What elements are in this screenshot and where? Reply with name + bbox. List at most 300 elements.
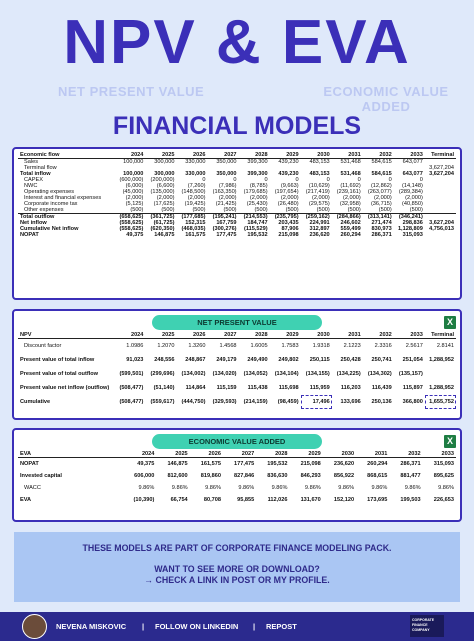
table-cell: 226,653 xyxy=(433,496,454,503)
table-cell: 115,159 xyxy=(216,384,237,391)
table-cell: 133,696 xyxy=(340,398,361,405)
table-cell: (29,575) xyxy=(308,201,330,207)
table-cell: (7,260) xyxy=(187,183,206,189)
table-cell: Interest and financial expenses xyxy=(24,195,102,201)
table-cell: 115,698 xyxy=(278,384,299,391)
table-cell: 146,875 xyxy=(167,460,188,467)
table-cell: 1,128,809 xyxy=(397,226,423,232)
table-cell: (6,600) xyxy=(156,183,175,189)
table-cell: (600,000) xyxy=(119,177,144,183)
table-cell: 9.86% xyxy=(205,484,221,491)
table-cell: 161,575 xyxy=(185,232,206,238)
table-cell: (134,225) xyxy=(336,370,361,377)
table-cell: 100,000 xyxy=(123,171,144,177)
table-cell: (599,501) xyxy=(119,370,144,377)
table-cell: (21,425) xyxy=(215,201,237,207)
table-cell: (259,162) xyxy=(301,214,332,221)
table-cell: (6,000) xyxy=(125,183,144,189)
header xyxy=(0,0,474,114)
table-cell: 399,300 xyxy=(247,171,268,177)
table-cell: (468,035) xyxy=(181,226,206,232)
table-cell: 836,630 xyxy=(267,472,288,479)
table-row xyxy=(18,232,456,238)
table-cell: Invested capital xyxy=(20,472,62,479)
column-header: 2031 xyxy=(356,451,389,458)
table-cell: 9.86% xyxy=(304,484,321,491)
table-cell: Cumulative xyxy=(20,398,51,405)
table-cell: (508,477) xyxy=(119,384,144,391)
npv-banner: NET PRESENT VALUE xyxy=(152,315,322,330)
column-header: 2032 xyxy=(363,332,394,339)
table-cell: 260,294 xyxy=(340,232,361,238)
table-cell: 330,000 xyxy=(185,171,206,177)
table-cell: 161,575 xyxy=(200,460,221,467)
table-cell: (14,148) xyxy=(401,183,423,189)
table-cell: 0 xyxy=(295,177,299,183)
table-cell: 298,836 xyxy=(402,220,423,226)
table-cell: (289,384) xyxy=(398,189,423,195)
table-cell: (235,795) xyxy=(270,214,301,221)
table-cell: 827,846 xyxy=(234,472,255,479)
table-cell: 9.86% xyxy=(238,484,255,491)
table-cell: 215,098 xyxy=(300,460,321,467)
npv-table xyxy=(18,332,456,409)
table-cell: 167,759 xyxy=(216,220,237,226)
table-cell: 286,371 xyxy=(371,232,392,238)
table-cell: (500) xyxy=(130,207,144,213)
table-cell: (7,986) xyxy=(218,183,237,189)
column-header: 2024 xyxy=(123,451,156,458)
table-cell: (239,161) xyxy=(336,189,361,195)
table-cell: (8,785) xyxy=(249,183,268,189)
table-cell: (134,020) xyxy=(212,370,237,377)
npv-panel xyxy=(12,309,462,420)
column-header: 2025 xyxy=(145,152,176,159)
table-cell: (217,419) xyxy=(305,189,330,195)
table-cell: 9.86% xyxy=(271,484,288,491)
table-cell: 0 xyxy=(357,177,361,183)
column-header: 2030 xyxy=(301,152,332,159)
table-cell: (134,002) xyxy=(181,370,206,377)
table-cell: 330,000 xyxy=(185,159,206,165)
table-cell: (444,750) xyxy=(181,398,206,405)
table-cell: (135,157) xyxy=(398,370,423,377)
table-cell: 100,000 xyxy=(123,159,144,165)
repost-link[interactable]: REPOST xyxy=(266,622,297,631)
table-cell: (263,077) xyxy=(367,189,392,195)
table-cell: (2,000) xyxy=(218,195,237,201)
table-cell: 584,615 xyxy=(371,171,392,177)
author-name: NEVENA MISKOVIC xyxy=(56,622,127,631)
table-cell: 1.9318 xyxy=(312,342,330,349)
table-row xyxy=(18,395,456,409)
table-cell: (19,425) xyxy=(184,201,206,207)
table-cell: 9.86% xyxy=(138,484,155,491)
table-cell: 116,203 xyxy=(340,384,361,391)
table-cell: 9.86% xyxy=(171,484,188,491)
table-cell: (134,104) xyxy=(274,370,299,377)
table-cell: 203,435 xyxy=(278,220,299,226)
table-cell: 0 xyxy=(233,177,237,183)
table-cell: EVA xyxy=(20,496,32,503)
eva-banner: ECONOMIC VALUE ADDED xyxy=(152,434,322,449)
table-cell: (500) xyxy=(378,207,392,213)
eva-subtitle: ECONOMIC VALUE ADDED xyxy=(323,84,449,114)
column-header: 2033 xyxy=(394,332,425,339)
column-header: 2033 xyxy=(423,451,456,458)
table-cell: Present value net inflow (outflow) xyxy=(20,384,110,391)
info-line-1: THESE MODELS ARE PART OF CORPORATE FINANCE MODELING PACK. xyxy=(82,543,392,553)
table-cell: (51,140) xyxy=(153,384,175,391)
table-row xyxy=(18,482,456,494)
table-cell: 366,800 xyxy=(402,398,423,405)
table-cell: 0 xyxy=(388,177,392,183)
column-header: 2027 xyxy=(208,332,239,339)
table-cell: Net inflow xyxy=(20,220,47,226)
table-cell: (9,663) xyxy=(280,183,299,189)
table-cell: 115,438 xyxy=(247,384,268,391)
column-header: EVA xyxy=(18,451,123,458)
table-cell: NWC xyxy=(24,183,38,189)
table-cell: 300,000 xyxy=(154,171,175,177)
column-header: Terminal xyxy=(425,152,456,159)
table-cell: (36,715) xyxy=(370,201,392,207)
column-header: 2028 xyxy=(239,152,270,159)
table-cell: (148,500) xyxy=(181,189,206,195)
column-header: 2026 xyxy=(176,332,207,339)
table-cell: Corporate income tax xyxy=(24,201,78,207)
table-cell: 17,496 xyxy=(301,395,332,409)
table-cell: 1,288,952 xyxy=(429,384,454,391)
table-cell: (5,125) xyxy=(125,201,144,207)
table-cell: 350,000 xyxy=(216,171,237,177)
excel-icon[interactable]: X xyxy=(444,316,456,329)
table-cell: Present value of total outflow xyxy=(20,370,99,377)
table-cell: 248,867 xyxy=(185,356,206,363)
table-cell: (559,617) xyxy=(150,398,175,405)
table-cell: 250,115 xyxy=(309,356,330,363)
table-cell: 248,556 xyxy=(154,356,175,363)
table-cell: (2,000) xyxy=(311,195,330,201)
table-cell: 146,875 xyxy=(154,232,175,238)
table-cell: 1.3260 xyxy=(188,342,206,349)
table-cell: 584,615 xyxy=(371,159,392,165)
table-cell: (214,159) xyxy=(243,398,268,405)
table-cell: 1.7583 xyxy=(281,342,299,349)
table-cell: Other expenses xyxy=(24,207,64,213)
table-cell: 250,741 xyxy=(371,356,392,363)
table-cell: (98,459) xyxy=(277,398,299,405)
table-cell: (500) xyxy=(223,207,237,213)
table-cell: 249,802 xyxy=(278,356,299,363)
table-cell: (134,302) xyxy=(367,370,392,377)
table-row xyxy=(18,458,456,470)
table-cell: 1.2070 xyxy=(157,342,175,349)
table-cell: (12,862) xyxy=(370,183,392,189)
table-cell: 0 xyxy=(264,177,268,183)
table-cell: 1,288,952 xyxy=(429,356,454,363)
table-cell: 643,077 xyxy=(402,159,423,165)
table-cell: (32,958) xyxy=(339,201,361,207)
table-cell: (346,241) xyxy=(394,214,425,221)
table-row xyxy=(18,367,456,381)
table-cell: 224,991 xyxy=(309,220,330,226)
table-cell: 49,375 xyxy=(137,460,155,467)
column-header: 2029 xyxy=(270,152,301,159)
table-cell: (500) xyxy=(347,207,361,213)
economic-flow-table xyxy=(18,152,456,238)
avatar xyxy=(22,614,47,639)
table-cell: 49,375 xyxy=(126,232,144,238)
column-header: 2025 xyxy=(145,332,176,339)
table-cell: 315,093 xyxy=(433,460,454,467)
table-cell: 3,627,204 xyxy=(429,165,454,171)
table-cell: NOPAT xyxy=(20,232,39,238)
table-cell: 173,695 xyxy=(367,496,388,503)
table-cell: 87,906 xyxy=(281,226,299,232)
table-cell: (214,553) xyxy=(239,214,270,221)
column-header: 2025 xyxy=(156,451,189,458)
table-cell: Total inflow xyxy=(20,171,51,177)
table-cell: (10,390) xyxy=(133,496,155,503)
table-cell: 819,860 xyxy=(200,472,221,479)
column-header: 2032 xyxy=(363,152,394,159)
info-line-3[interactable]: → CHECK A LINK IN POST OR MY PROFILE. xyxy=(144,575,330,585)
table-cell: 643,077 xyxy=(402,171,423,177)
table-cell: 559,499 xyxy=(340,226,361,232)
table-cell: WACC xyxy=(24,484,41,491)
table-cell: 195,532 xyxy=(267,460,288,467)
table-cell: (361,725) xyxy=(145,214,176,221)
table-cell: (17,625) xyxy=(153,201,175,207)
table-cell: 115,959 xyxy=(309,384,330,391)
table-cell: 199,503 xyxy=(400,496,421,503)
table-cell: (558,625) xyxy=(119,226,144,232)
table-cell: 184,747 xyxy=(247,220,268,226)
table-cell: Operating expenses xyxy=(24,189,75,195)
table-cell: 152,315 xyxy=(185,220,206,226)
table-row xyxy=(18,339,456,353)
table-cell: 91,023 xyxy=(126,356,144,363)
table-cell: 483,153 xyxy=(309,171,330,177)
table-cell: 4,756,013 xyxy=(429,226,454,232)
table-cell: 195,532 xyxy=(247,232,268,238)
table-cell: (163,350) xyxy=(212,189,237,195)
table-cell: 271,474 xyxy=(371,220,392,226)
column-header: 2030 xyxy=(323,451,356,458)
table-cell: (284,866) xyxy=(332,214,363,221)
table-row xyxy=(18,494,456,506)
table-cell: (134,155) xyxy=(305,370,330,377)
table-cell: (500) xyxy=(409,207,423,213)
table-cell: 215,098 xyxy=(278,232,299,238)
table-cell: 131,670 xyxy=(300,496,321,503)
table-cell: (134,052) xyxy=(243,370,268,377)
column-header: 2029 xyxy=(270,332,301,339)
table-cell: 246,602 xyxy=(340,220,361,226)
table-cell: 3,627,204 xyxy=(429,171,454,177)
table-cell: 0 xyxy=(419,177,423,183)
column-header: 2028 xyxy=(239,332,270,339)
table-cell: 152,120 xyxy=(333,496,355,503)
table-cell: (500) xyxy=(316,207,330,213)
table-cell: 250,428 xyxy=(340,356,361,363)
table-cell: 9.86% xyxy=(338,484,355,491)
table-cell: 114,864 xyxy=(185,384,206,391)
table-cell: 812,600 xyxy=(167,472,188,479)
table-cell: (500) xyxy=(161,207,175,213)
models-title: FINANCIAL MODELS xyxy=(112,112,362,140)
table-cell: 439,230 xyxy=(278,171,299,177)
table-cell: 1.4568 xyxy=(219,342,237,349)
table-cell: 895,625 xyxy=(433,472,454,479)
info-box xyxy=(14,532,460,602)
column-header: 2024 xyxy=(114,152,145,159)
table-cell: Present value of total inflow xyxy=(20,356,95,363)
table-cell: 2.8141 xyxy=(436,342,454,349)
table-cell: (313,141) xyxy=(363,214,394,221)
eva-table xyxy=(18,451,456,506)
table-cell: (2,000) xyxy=(405,195,423,201)
excel-icon[interactable]: X xyxy=(444,435,456,448)
table-cell: (500) xyxy=(254,207,268,213)
info-line-2: WANT TO SEE MORE OR DOWNLOAD? xyxy=(154,564,320,574)
table-cell: 9.86% xyxy=(404,484,421,491)
table-cell: Sales xyxy=(24,159,38,165)
table-cell: 177,475 xyxy=(216,232,237,238)
table-cell: (620,350) xyxy=(150,226,175,232)
table-cell: (558,625) xyxy=(119,220,144,226)
table-cell: 115,897 xyxy=(402,384,423,391)
table-cell: 606,000 xyxy=(134,472,155,479)
table-cell: Total outflow xyxy=(18,214,114,221)
table-cell: (2,000) xyxy=(249,195,268,201)
economic-flow-panel xyxy=(12,147,462,300)
table-cell: (135,000) xyxy=(150,189,175,195)
table-cell: 2.3316 xyxy=(374,342,392,349)
table-cell: 881,477 xyxy=(400,472,421,479)
table-cell: 1.0986 xyxy=(126,342,144,349)
table-cell: (61,725) xyxy=(153,220,175,226)
follow-link[interactable]: FOLLOW ON LINKEDIN xyxy=(155,622,239,631)
column-header: 2031 xyxy=(332,152,363,159)
table-cell: (329,593) xyxy=(212,398,237,405)
column-header: 2031 xyxy=(332,332,363,339)
table-cell: 2.5617 xyxy=(405,342,423,349)
column-header: 2026 xyxy=(176,152,207,159)
table-cell: 300,000 xyxy=(154,159,175,165)
table-cell: 9.86% xyxy=(371,484,388,491)
table-cell: 830,973 xyxy=(371,226,392,232)
table-cell: (2,000) xyxy=(125,195,144,201)
table-cell: 236,620 xyxy=(333,460,355,467)
table-cell: Terminal flow xyxy=(24,165,57,171)
table-cell: (500) xyxy=(192,207,206,213)
table-cell: (200,000) xyxy=(150,177,175,183)
table-cell: (2,000) xyxy=(343,195,361,201)
table-cell: 483,153 xyxy=(309,159,330,165)
table-cell: 260,294 xyxy=(367,460,388,467)
table-cell: 66,754 xyxy=(170,496,188,503)
table-cell: (2,000) xyxy=(156,195,175,201)
column-header: 2027 xyxy=(223,451,256,458)
column-header: 2029 xyxy=(290,451,323,458)
table-cell: 3,627,204 xyxy=(429,220,454,226)
eva-panel xyxy=(12,428,462,522)
table-cell: 315,093 xyxy=(402,232,423,238)
table-cell: 868,615 xyxy=(367,472,388,479)
column-header: Economic flow xyxy=(18,152,114,159)
table-row xyxy=(18,470,456,482)
table-cell xyxy=(425,232,456,238)
column-header: 2026 xyxy=(190,451,223,458)
footer-separator: | xyxy=(142,622,145,631)
table-cell: 856,922 xyxy=(333,472,355,479)
table-cell: 2.1223 xyxy=(343,342,361,349)
column-header: Terminal xyxy=(425,332,456,339)
column-header: NPV xyxy=(18,332,114,339)
table-cell: 312,897 xyxy=(309,226,330,232)
table-cell: 1.6005 xyxy=(250,342,268,349)
table-cell: (45,000) xyxy=(122,189,144,195)
table-cell: 251,054 xyxy=(402,356,423,363)
table-cell: 116,439 xyxy=(371,384,392,391)
column-header: 2032 xyxy=(389,451,422,458)
table-cell: (658,625) xyxy=(114,214,145,221)
table-cell: (10,629) xyxy=(308,183,330,189)
table-row xyxy=(18,353,456,367)
table-cell: (179,685) xyxy=(243,189,268,195)
table-cell: 112,026 xyxy=(267,496,288,503)
table-cell: 0 xyxy=(202,177,206,183)
table-cell: (177,685) xyxy=(176,214,207,221)
table-cell: 350,000 xyxy=(216,159,237,165)
table-cell: (2,000) xyxy=(374,195,392,201)
table-cell: (26,480) xyxy=(277,201,299,207)
company-logo: CORPORATE FINANCE COMPANY xyxy=(410,615,444,637)
table-cell: 177,475 xyxy=(234,460,255,467)
table-cell: Discount factor xyxy=(24,342,62,349)
table-cell: 95,855 xyxy=(237,496,255,503)
table-cell: 9.86% xyxy=(438,484,454,491)
column-header: 2027 xyxy=(208,152,239,159)
table-cell: 286,371 xyxy=(400,460,421,467)
table-cell: 250,136 xyxy=(371,398,392,405)
table-cell: 236,620 xyxy=(309,232,330,238)
table-cell: Cumulative Net inflow xyxy=(20,226,79,232)
column-header: 2028 xyxy=(256,451,289,458)
npv-subtitle: NET PRESENT VALUE xyxy=(58,84,205,99)
column-header: 2030 xyxy=(301,332,332,339)
table-cell: 1,655,752 xyxy=(425,395,456,409)
footer xyxy=(0,612,474,641)
table-cell: 439,230 xyxy=(278,159,299,165)
main-title: NPV & EVA xyxy=(63,8,411,77)
table-cell: (299,696) xyxy=(150,370,175,377)
table-cell: 249,179 xyxy=(216,356,237,363)
table-cell: (2,000) xyxy=(280,195,299,201)
table-cell: (11,692) xyxy=(340,183,361,189)
footer-separator: | xyxy=(253,622,256,631)
table-cell: CAPEX xyxy=(24,177,43,183)
table-cell: 531,468 xyxy=(340,159,361,165)
table-cell: (500) xyxy=(285,207,299,213)
table-cell xyxy=(425,367,456,381)
table-cell: (25,430) xyxy=(246,201,268,207)
table-cell: (2,000) xyxy=(187,195,206,201)
table-cell: (197,654) xyxy=(274,189,299,195)
table-cell: 846,293 xyxy=(300,472,321,479)
